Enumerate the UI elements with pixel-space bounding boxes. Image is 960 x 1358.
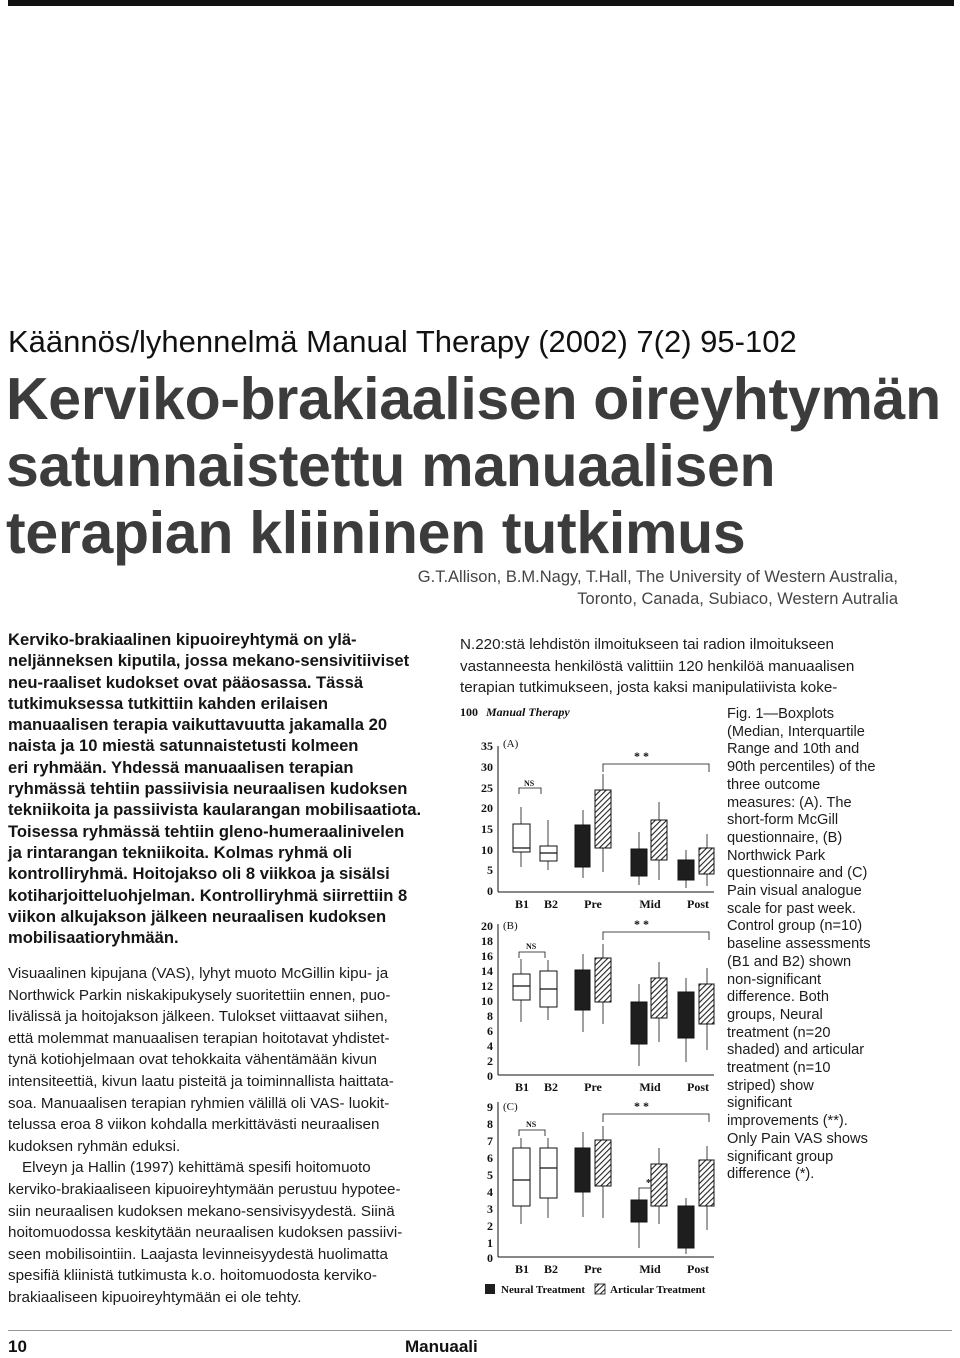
panel-c-y-tick: 4 bbox=[487, 1185, 493, 1199]
panel-b-y-tick: 14 bbox=[481, 964, 493, 978]
caption-line: (B1 and B2) shown bbox=[727, 953, 852, 970]
body-line: brakiaaliseen kipuoireyhtymään ei ole tehty. bbox=[8, 1288, 302, 1306]
panel-a bbox=[481, 738, 714, 911]
panel-c-label: (C) bbox=[503, 1101, 518, 1113]
panel-a-box-b1 bbox=[513, 807, 530, 867]
panel-a-y-tick: 20 bbox=[481, 801, 493, 815]
body-line: livälissä ja hoitojakson jälkeen. Tulokset viittaavat siihen, bbox=[8, 1008, 388, 1026]
abstract-line: manuaalisen terapia vaikuttavuutta jakamalla 20 bbox=[8, 715, 388, 735]
panel-c-x-label: Mid bbox=[639, 1262, 661, 1276]
page-number: 10 bbox=[8, 1337, 27, 1356]
panel-b-box-pre-neural bbox=[575, 954, 590, 1032]
panel-a-y-tick: 10 bbox=[481, 843, 493, 857]
top-rule bbox=[8, 0, 954, 6]
panel-a-x-label: Pre bbox=[584, 897, 602, 911]
caption-line: Northwick Park bbox=[727, 847, 826, 864]
caption-line: Control group (n=10) bbox=[727, 918, 863, 935]
body-line: Elveyn ja Hallin (1997) kehittämä spesifi hoitomuoto bbox=[22, 1159, 371, 1177]
panel-a-y-tick: 15 bbox=[481, 822, 493, 836]
panel-c-y-tick: 5 bbox=[487, 1168, 493, 1182]
panel-a-x-label: B2 bbox=[543, 897, 559, 911]
panel-b-x-label: Post bbox=[687, 1080, 709, 1094]
panel-b-box-post-articular bbox=[699, 968, 714, 1050]
panel-b-box-b2 bbox=[540, 960, 557, 1020]
caption-line: questionnaire, (B) bbox=[727, 829, 843, 846]
abstract-line: viikon alkujakson jälkeen neuraalisen kudoksen bbox=[8, 906, 387, 926]
figure-header-number: 100 bbox=[460, 705, 478, 719]
body-line: terapian tutkimukseen, josta kaksi manipulatiivista koke- bbox=[460, 679, 838, 697]
abstract-line: neljänneksen kiputila, jossa mekano-sensivitiiviset bbox=[8, 651, 410, 671]
panel-c-ns-label: NS bbox=[526, 1120, 537, 1129]
panel-a-x-label: B1 bbox=[514, 897, 530, 911]
caption-line: difference (*). bbox=[727, 1166, 815, 1183]
panel-c-box-mid-articular bbox=[651, 1148, 667, 1224]
panel-a-box-post-neural bbox=[678, 850, 694, 888]
panel-c-box-pre-articular bbox=[595, 1126, 611, 1218]
panel-c-y-tick: 7 bbox=[487, 1134, 493, 1148]
panel-a-box-pre-neural bbox=[575, 810, 590, 878]
body-line: Visuaalinen kipujana (VAS), lyhyt muoto McGillin kipu- ja bbox=[8, 965, 389, 982]
caption-line: striped) show bbox=[727, 1077, 814, 1094]
panel-c-y-tick: 3 bbox=[487, 1202, 493, 1216]
footer-rule bbox=[8, 1330, 952, 1331]
caption-line: improvements (**). bbox=[727, 1113, 848, 1130]
body-line: tynä kotiohjelmaan ovat tehokkaita vähentämään kivun bbox=[8, 1051, 377, 1069]
panel-a-y-tick: 5 bbox=[487, 863, 493, 877]
legend-swatch-neural bbox=[485, 1284, 495, 1294]
figure-journal-label: Manual Therapy bbox=[486, 705, 570, 719]
panel-c-box-post-articular bbox=[699, 1146, 714, 1230]
abstract-line: kotiharjoitteluohjelman. Kontrolliryhmä siirrettiin 8 bbox=[8, 885, 408, 905]
panel-c-y-tick: 6 bbox=[487, 1151, 493, 1165]
panel-c-box-mid-neural bbox=[631, 1192, 647, 1248]
body-line: soa. Manuaalisen terapian ryhmien välillä oli VAS- luokit- bbox=[8, 1094, 390, 1112]
abstract-line: tekniikoita ja passiivista kaularangan mobilisaatiota. bbox=[8, 800, 422, 820]
panel-c-y-tick: 9 bbox=[487, 1100, 493, 1114]
panel-b-sig-label: * * bbox=[634, 917, 649, 931]
caption-line: difference. Both bbox=[727, 989, 829, 1006]
caption-line: Range and 10th and bbox=[727, 741, 860, 758]
abstract-line: naista ja 10 miestä satunnaistetusti kolmeen bbox=[8, 736, 359, 756]
publication-name: Manuaali bbox=[405, 1337, 478, 1356]
caption-line: 90th percentiles) of the bbox=[727, 759, 876, 776]
panel-c-x-label: B2 bbox=[543, 1262, 559, 1276]
abstract-line: tutkimuksessa tutkittiin kahden erilaisen bbox=[8, 693, 328, 713]
legend-label-neural: Neural Treatment bbox=[501, 1284, 586, 1296]
panel-a-y-tick: 25 bbox=[481, 781, 493, 795]
panel-c-x-label: Pre bbox=[584, 1262, 602, 1276]
legend-swatch-articular bbox=[595, 1284, 605, 1294]
panel-b-label: (B) bbox=[503, 920, 518, 932]
body-line: kerviko-brakiaaliseen kipuoireyhtymään perustuu hypotee- bbox=[8, 1180, 401, 1198]
panel-a-box-mid-neural bbox=[631, 832, 647, 885]
panel-a-x-label: Post bbox=[687, 897, 709, 911]
caption-line: significant group bbox=[727, 1148, 834, 1165]
panel-a-x-label: Mid bbox=[639, 897, 661, 911]
figure-legend bbox=[485, 1284, 706, 1296]
panel-a-label: (A) bbox=[503, 738, 519, 750]
caption-line: treatment (n=10 bbox=[727, 1060, 831, 1077]
body-line: intensiteettiä, kivun laatu pisteitä ja toiminnallista haittata- bbox=[8, 1072, 394, 1090]
abstract-line: eri ryhmään. Yhdessä manuaalisen terapian bbox=[8, 757, 354, 777]
panel-a-box-b2 bbox=[540, 820, 557, 870]
panel-b-box-pre-articular bbox=[595, 944, 611, 1024]
panel-b-y-tick: 16 bbox=[481, 949, 493, 963]
abstract-line: mobilisaatioryhmään. bbox=[8, 928, 179, 948]
panel-b-y-tick: 4 bbox=[487, 1039, 493, 1053]
panel-b-y-tick: 18 bbox=[481, 934, 493, 948]
panel-b-x-label: B1 bbox=[514, 1080, 530, 1094]
authors-line: G.T.Allison, B.M.Nagy, T.Hall, The University of Western Australia, bbox=[417, 568, 898, 586]
article-kicker: Käännös/lyhennelmä Manual Therapy (2002) 7(2) 95-102 bbox=[8, 324, 797, 359]
panel-a-y-tick: 0 bbox=[487, 884, 493, 898]
authors-affiliation bbox=[360, 566, 898, 610]
panel-b-box-mid-neural bbox=[631, 984, 647, 1066]
panel-a-sig-label: * * bbox=[634, 749, 649, 763]
panel-c-sig-label: * * bbox=[634, 1099, 649, 1113]
boxplot-figure-svg bbox=[456, 702, 718, 1302]
body-line: N.220:stä lehdistön ilmoitukseen tai radion ilmoitukseen bbox=[460, 636, 834, 653]
panel-b-x-label: Pre bbox=[584, 1080, 602, 1094]
caption-line: measures: (A). The bbox=[727, 794, 852, 811]
caption-line: shaded) and articular bbox=[727, 1042, 865, 1059]
body-line: Northwick Parkin niskakipukysely suoritettiin ennen, puo- bbox=[8, 986, 391, 1004]
panel-c bbox=[487, 1099, 714, 1276]
abstract-line: ja rintarangan tekniikoita. Kolmas ryhmä oli bbox=[8, 842, 352, 862]
article-title bbox=[6, 366, 941, 567]
affiliation-line: Toronto, Canada, Subiaco, Western Autralia bbox=[577, 590, 898, 608]
panel-b-y-tick: 10 bbox=[481, 994, 493, 1008]
panel-a-y-tick: 35 bbox=[481, 739, 493, 753]
abstract bbox=[8, 629, 448, 948]
caption-line: Fig. 1—Boxplots bbox=[727, 706, 835, 722]
panel-b-box-b1 bbox=[513, 959, 530, 1022]
panel-c-y-tick: 0 bbox=[487, 1251, 493, 1265]
title-line: Kerviko-brakiaalisen oireyhtymän bbox=[6, 366, 941, 432]
panel-b-y-tick: 0 bbox=[487, 1069, 493, 1083]
panel-b-ns-label: NS bbox=[526, 942, 537, 951]
panel-c-box-b1 bbox=[513, 1138, 530, 1224]
caption-line: scale for past week. bbox=[727, 900, 856, 917]
abstract-line: ryhmässä tehtiin passiivisia neuraalisen kudoksen bbox=[8, 779, 408, 799]
caption-line: questionnaire and (C) bbox=[727, 865, 868, 882]
boxplot-figure bbox=[456, 702, 718, 1302]
title-line: terapian kliininen tutkimus bbox=[6, 500, 746, 566]
legend-label-articular: Articular Treatment bbox=[610, 1284, 706, 1296]
panel-b-y-tick: 2 bbox=[487, 1054, 493, 1068]
caption-line: non-significant bbox=[727, 971, 822, 988]
abstract-line: neu-raaliset kudokset ovat pääosassa. Tässä bbox=[8, 672, 364, 692]
panel-b-box-mid-articular bbox=[651, 962, 667, 1042]
panel-a-box-pre-articular bbox=[595, 774, 611, 872]
panel-c-box-pre-neural bbox=[575, 1132, 590, 1217]
caption-line: baseline assessments bbox=[727, 936, 871, 953]
body-text-right bbox=[460, 634, 900, 699]
caption-line: significant bbox=[727, 1095, 792, 1112]
panel-b-x-label: Mid bbox=[639, 1080, 661, 1094]
title-line: satunnaistettu manuaalisen bbox=[6, 433, 776, 499]
panel-c-box-b2 bbox=[540, 1138, 557, 1218]
body-line: seen mobilisointiin. Laajasta levinneisyydestä huolimatta bbox=[8, 1245, 388, 1263]
panel-a-box-post-articular bbox=[699, 834, 714, 886]
body-line: hoitomuodossa keskitytään neuraalisen kudoksen passiivi- bbox=[8, 1224, 403, 1242]
panel-b-y-tick: 12 bbox=[481, 979, 493, 993]
panel-b-y-tick: 20 bbox=[481, 919, 493, 933]
body-line: spesifiä kliinistä tutkimusta k.o. hoitomuodosta kerviko- bbox=[8, 1267, 377, 1285]
abstract-line: Kerviko-brakiaalinen kipuoireyhtymä on ylä- bbox=[8, 630, 357, 649]
body-line: että molemmat manuaalisen terapian hoitotavat yhdistet- bbox=[8, 1029, 390, 1047]
body-line: siin neuraalisen kudoksen mekano-sensivisyydestä. Siinä bbox=[8, 1202, 395, 1220]
body-line: vastanneesta henkilöstä valittiin 120 henkilöä manuaalisen bbox=[460, 657, 855, 675]
panel-c-box-post-neural bbox=[678, 1198, 694, 1254]
caption-line: groups, Neural bbox=[727, 1006, 823, 1023]
panel-b-x-label: B2 bbox=[543, 1080, 559, 1094]
caption-line: short-form McGill bbox=[727, 812, 839, 829]
panel-b-y-tick: 6 bbox=[487, 1024, 493, 1038]
panel-b bbox=[481, 917, 714, 1094]
abstract-line: kontrolliryhmä. Hoitojakso oli 8 viikkoa ja sisälsi bbox=[8, 864, 390, 884]
caption-line: (Median, Interquartile bbox=[727, 723, 865, 740]
panel-c-x-label: B1 bbox=[514, 1262, 530, 1276]
caption-line: Pain visual analogue bbox=[727, 883, 862, 900]
panel-a-y-tick: 30 bbox=[481, 760, 493, 774]
body-line: telussa eroa 8 viikon kohdalla merkittävästi neuraalisen bbox=[8, 1116, 380, 1134]
panel-a-ns-label: NS bbox=[524, 779, 535, 788]
panel-c-y-tick: 1 bbox=[487, 1236, 493, 1250]
panel-a-box-mid-articular bbox=[651, 802, 667, 880]
abstract-line: Toisessa ryhmässä tehtiin gleno-humeraalinivelen bbox=[8, 821, 405, 841]
caption-line: Only Pain VAS shows bbox=[727, 1130, 868, 1147]
panel-c-sig2-label: * bbox=[646, 1178, 651, 1189]
figure-caption bbox=[727, 706, 927, 1184]
caption-line: three outcome bbox=[727, 776, 821, 793]
panel-c-x-label: Post bbox=[687, 1262, 709, 1276]
body-line: kudoksen ryhmän eduksi. bbox=[8, 1137, 181, 1155]
panel-c-y-tick: 2 bbox=[487, 1219, 493, 1233]
panel-b-box-post-neural bbox=[678, 978, 694, 1062]
panel-b-y-tick: 8 bbox=[487, 1009, 493, 1023]
body-text-left bbox=[8, 963, 448, 1309]
panel-c-y-tick: 8 bbox=[487, 1117, 493, 1131]
caption-line: treatment (n=20 bbox=[727, 1024, 831, 1041]
